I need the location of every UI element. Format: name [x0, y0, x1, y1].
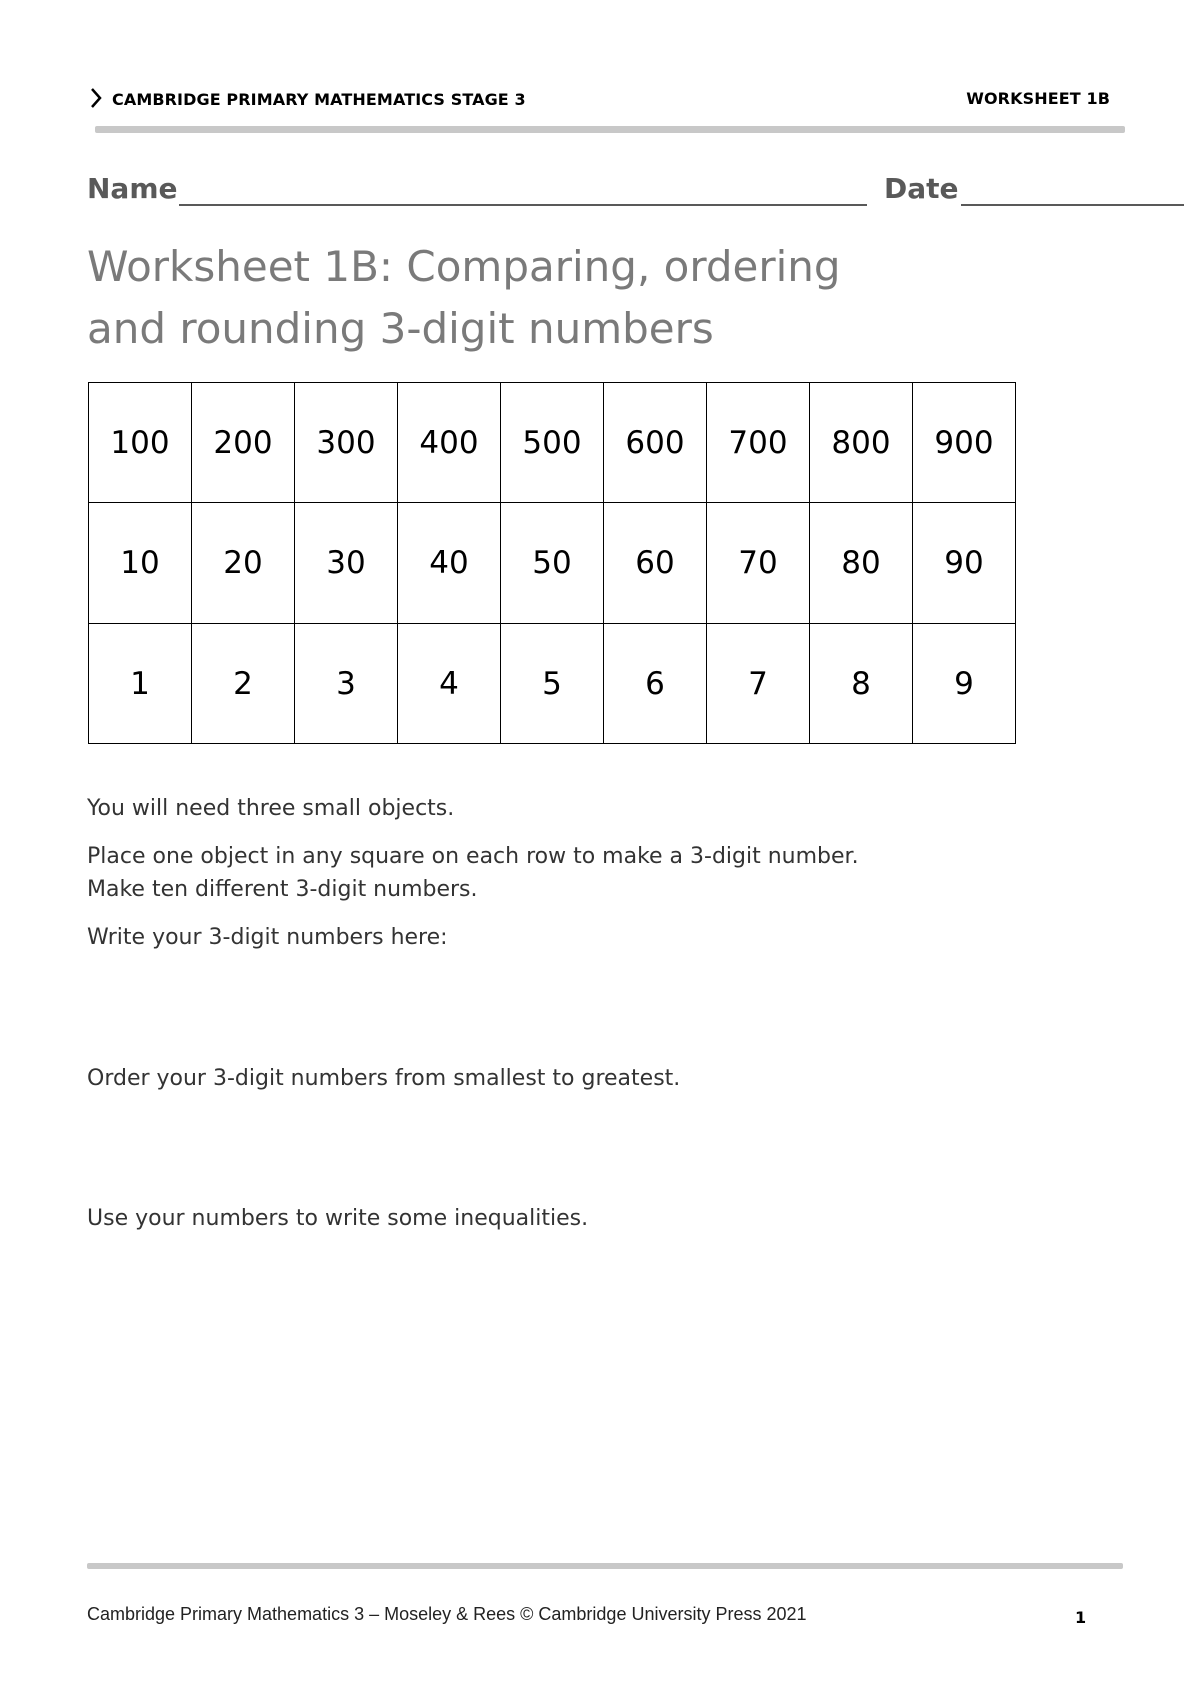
instruction-write: Write your 3-digit numbers here: — [87, 925, 448, 950]
grid-cell[interactable]: 700 — [707, 383, 810, 503]
footer-divider — [87, 1563, 1123, 1569]
tens-row — [89, 503, 1016, 624]
worksheet-title — [87, 236, 987, 360]
grid-cell[interactable]: 7 — [707, 624, 810, 744]
instruction-objects: You will need three small objects. — [87, 796, 455, 821]
date-label: Date — [884, 172, 959, 205]
hundreds-row — [89, 383, 1016, 503]
grid-cell[interactable]: 40 — [398, 503, 501, 624]
page-number: 1 — [1075, 1608, 1087, 1627]
title-line-1: Worksheet 1B: Comparing, ordering — [87, 242, 841, 291]
grid-cell[interactable]: 1 — [89, 624, 192, 744]
grid-cell[interactable]: 50 — [501, 503, 604, 624]
grid-cell[interactable]: 8 — [810, 624, 913, 744]
name-field[interactable] — [179, 204, 867, 206]
place-value-grid — [88, 382, 1016, 744]
grid-cell[interactable]: 90 — [913, 503, 1016, 624]
name-date-row — [87, 170, 1112, 210]
grid-cell[interactable]: 5 — [501, 624, 604, 744]
grid-cell[interactable]: 200 — [192, 383, 295, 503]
grid-cell[interactable]: 800 — [810, 383, 913, 503]
instruction-order: Order your 3-digit numbers from smallest to greatest. — [87, 1066, 681, 1091]
grid-cell[interactable]: 9 — [913, 624, 1016, 744]
header-title: CAMBRIDGE PRIMARY MATHEMATICS STAGE 3 — [112, 89, 526, 109]
grid-cell[interactable]: 10 — [89, 503, 192, 624]
page-header — [88, 86, 1110, 112]
chevron-right-icon — [88, 86, 104, 110]
header-divider — [95, 126, 1125, 133]
instruction-make-ten: Make ten different 3-digit numbers. — [87, 877, 478, 902]
footer-citation: Cambridge Primary Mathematics 3 – Moseley & Rees © Cambridge University Press 2021 — [87, 1604, 807, 1624]
grid-cell[interactable]: 20 — [192, 503, 295, 624]
grid-cell[interactable]: 2 — [192, 624, 295, 744]
grid-cell[interactable]: 60 — [604, 503, 707, 624]
grid-cell[interactable]: 4 — [398, 624, 501, 744]
grid-cell[interactable]: 70 — [707, 503, 810, 624]
grid-cell[interactable]: 80 — [810, 503, 913, 624]
instruction-inequalities: Use your numbers to write some inequalities. — [87, 1206, 589, 1231]
grid-cell[interactable]: 400 — [398, 383, 501, 503]
grid-cell[interactable]: 600 — [604, 383, 707, 503]
grid-cell[interactable]: 300 — [295, 383, 398, 503]
header-left — [88, 86, 526, 110]
grid-cell[interactable]: 30 — [295, 503, 398, 624]
title-line-2: and rounding 3-digit numbers — [87, 304, 714, 353]
instruction-place: Place one object in any square on each row to make a 3-digit number. — [87, 844, 859, 869]
ones-row — [89, 624, 1016, 744]
grid-cell[interactable]: 6 — [604, 624, 707, 744]
name-label: Name — [87, 172, 178, 205]
grid-cell[interactable]: 500 — [501, 383, 604, 503]
grid-cell[interactable]: 3 — [295, 624, 398, 744]
worksheet-label: WORKSHEET 1B — [966, 89, 1110, 108]
grid-cell[interactable]: 900 — [913, 383, 1016, 503]
grid-cell[interactable]: 100 — [89, 383, 192, 503]
date-field[interactable] — [961, 204, 1184, 206]
